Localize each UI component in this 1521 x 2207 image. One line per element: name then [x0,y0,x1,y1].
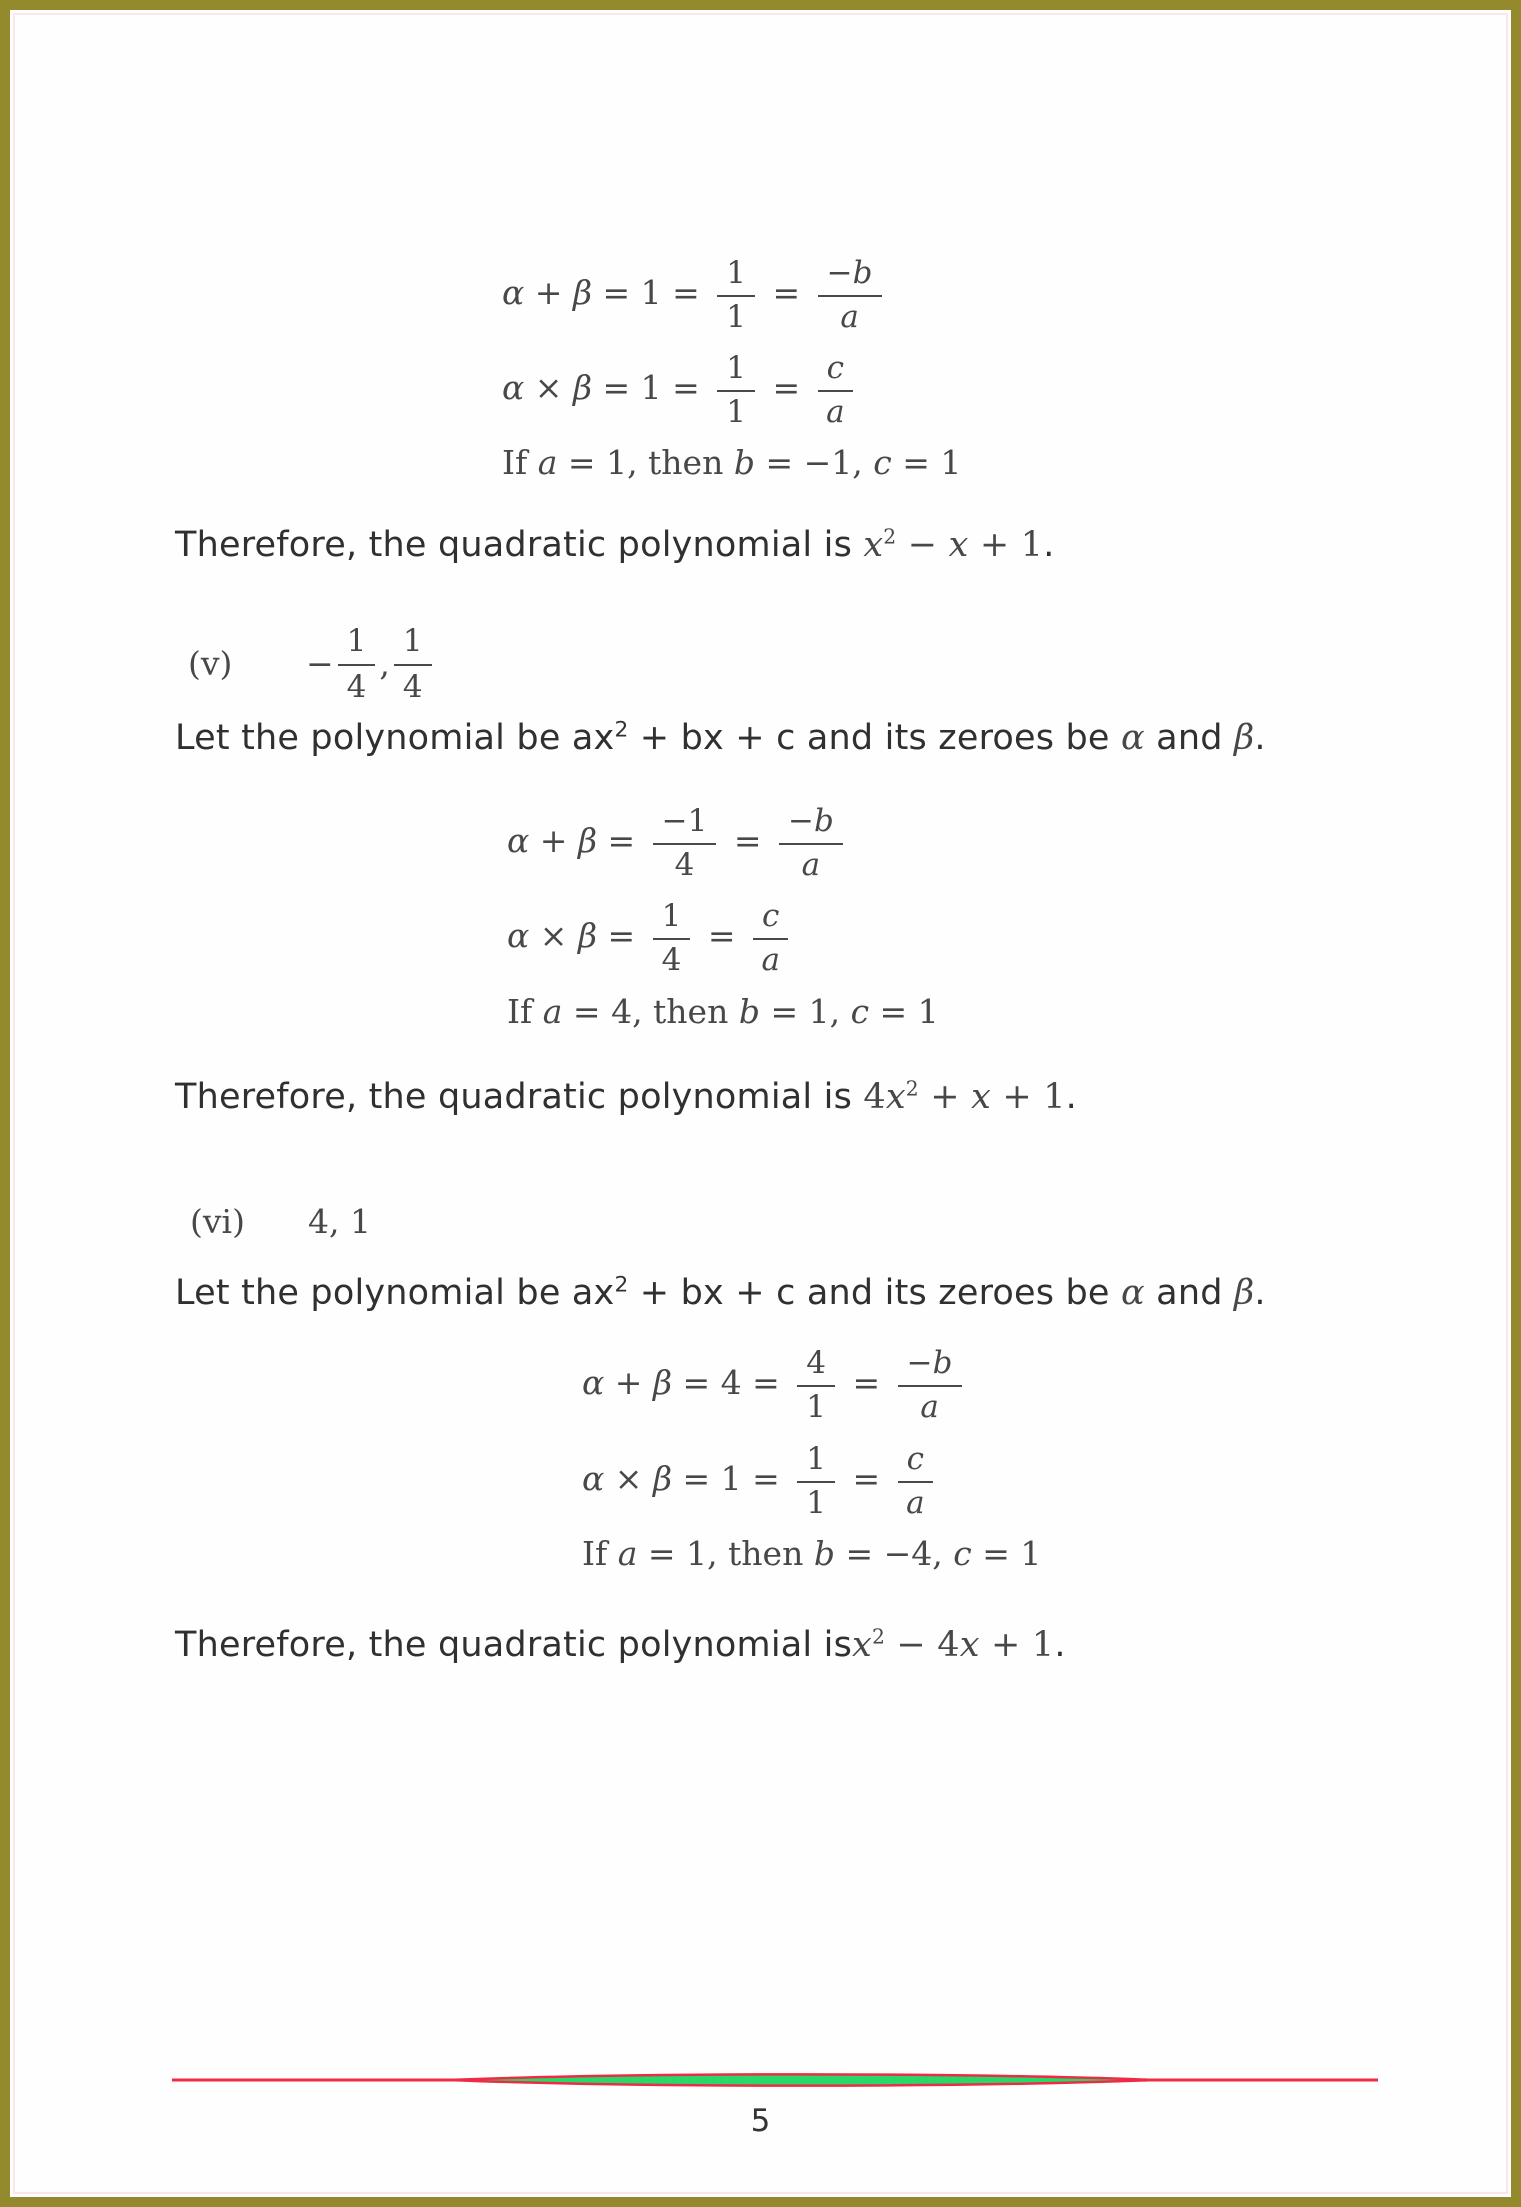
text-run: 2 [614,717,629,743]
text-run: = [762,368,811,408]
page-number: 5 [750,2103,771,2139]
text-run: If [507,991,543,1031]
fraction-numerator [797,1345,835,1387]
text-run: − [306,644,334,684]
fraction-denominator [818,392,853,429]
fraction [797,1441,835,1520]
fraction [653,803,717,882]
page-content [10,255,1511,1668]
text-run: = 1 = [672,1458,791,1498]
text-run: = 1, then [557,443,734,483]
fraction [338,622,376,705]
text-run: b [852,255,873,291]
text-run: 1 [726,350,747,387]
text-run: b [738,991,760,1031]
text-run: x [863,524,884,565]
divider-lens [448,2074,1155,2085]
fraction [818,350,853,429]
equation-line [582,1533,1511,1573]
text-run: 1 [726,394,747,431]
text-run: β [577,916,598,956]
text-run: = 1, then [637,1533,814,1573]
text-run: × [524,368,573,408]
text-run: = [762,273,811,313]
fraction-denominator [653,940,691,977]
fraction [818,255,882,334]
decorative-divider [170,2071,1380,2089]
text-run: 1 [806,1484,827,1521]
text-run: = [842,1363,891,1403]
therefore-2 [175,1076,1511,1120]
text-run: = [597,916,646,956]
text-run: + 1 [991,1076,1066,1117]
text-run: β [652,1458,673,1498]
text-run: = −4, [834,1533,954,1573]
fraction-numerator [898,1345,962,1387]
text-run: α [582,1363,605,1403]
fraction [898,1345,962,1424]
text-run: 1 [661,898,682,935]
text-run: c [762,898,780,935]
text-run: Therefore, the quadratic polynomial is [175,524,864,565]
text-run: a [801,847,821,884]
fraction-denominator [717,297,755,334]
fraction-denominator [717,392,755,429]
fraction-numerator [898,1441,933,1483]
fraction-denominator [338,666,376,705]
equation-line [507,803,1511,882]
text-run: + [529,821,578,861]
text-run: a [617,1533,638,1573]
let-vi [175,1272,1511,1316]
text-run: 2 [614,1271,629,1297]
text-run: If [582,1533,618,1573]
text-run: 4 [661,942,682,979]
text-run: 1 [726,299,747,336]
equation-line [502,445,1511,481]
text-run: = 1 [869,991,939,1031]
equation-line [582,1345,1511,1424]
text-run: 4 [674,847,695,884]
text-run: Therefore, the quadratic polynomial is [175,1076,864,1117]
text-run: = 1 [971,1533,1042,1573]
text-run: + bx + c and its zeroes be [628,1272,1121,1313]
text-run: Let the polynomial be ax [175,718,615,759]
text-run: + bx + c and its zeroes be [628,718,1121,759]
text-run: α [507,821,530,861]
text-run: α [507,916,530,956]
text-run: a [542,991,563,1031]
text-run: c [850,991,870,1031]
text-run: and [1144,718,1234,759]
text-run: and [1144,1272,1234,1313]
text-run: 4 [346,669,367,706]
equation-line [502,255,1511,334]
fraction [717,350,755,429]
fraction-denominator [779,845,843,882]
text-run: a [920,1389,939,1426]
text-run: = −1, [754,443,874,483]
text-run: x [852,1625,872,1666]
eq-block-3 [582,1345,1511,1572]
text-run: β [1233,718,1255,759]
item-label: (v) [188,644,233,684]
text-run: . [1043,524,1055,565]
text-run: α [502,368,525,408]
item-v [188,622,1511,705]
text-run: Therefore, the quadratic polynomial is [175,1625,853,1666]
fraction-numerator [717,255,755,297]
text-run: c [906,1440,925,1477]
text-run: = [842,1458,891,1498]
fraction-numerator [653,803,717,845]
item-value [308,1202,371,1241]
text-run: b [733,443,755,483]
text-run: Let the polynomial be ax [175,1272,615,1313]
text-run: 2 [883,524,897,549]
text-run: α [502,273,525,313]
fraction [653,898,691,977]
text-run: , [379,644,390,684]
text-run: b [813,803,834,840]
text-run: = 4 = [672,1363,791,1403]
fraction-denominator [797,1387,835,1424]
fraction-numerator [338,622,376,666]
fraction-numerator [394,622,432,666]
eq-block-2 [507,803,1511,1030]
fraction-numerator [797,1441,835,1483]
fraction-denominator [753,940,788,977]
text-run: 4 [806,1345,827,1382]
fraction [394,622,432,705]
text-run: + [918,1076,972,1117]
text-run: 2 [905,1076,919,1101]
text-run: + 1 [968,524,1044,565]
text-run: 2 [871,1624,886,1649]
fraction-numerator [653,898,691,940]
text-run: c [873,443,892,483]
equation-line [507,991,1511,1031]
text-run: 4, 1 [308,1202,371,1242]
equation-line [502,350,1511,429]
equation-line [582,1441,1511,1520]
text-run: × [529,916,578,956]
text-run: − [788,803,814,840]
text-run: x [948,524,969,565]
fraction [898,1441,933,1520]
text-run: x [885,1076,906,1117]
text-run: + 1 [979,1625,1055,1666]
therefore-3 [175,1624,1511,1668]
text-run: = 1, [759,991,851,1031]
fraction-denominator [898,1387,962,1424]
fraction-numerator [753,898,788,940]
text-run: a [826,394,845,431]
text-run: β [572,368,593,408]
text-run: β [577,821,598,861]
text-run: a [761,942,780,979]
text-run: a [537,443,558,483]
text-run: . [1065,1076,1077,1117]
text-run: c [953,1533,972,1573]
text-run: − 4 [885,1625,960,1666]
fraction [717,255,755,334]
text-run: 1 [402,623,423,660]
fraction-numerator [818,350,853,392]
item-vi [190,1192,1511,1252]
text-run: . [1254,1272,1266,1313]
fraction-numerator [779,803,843,845]
text-run: α [1121,718,1145,759]
fraction [753,898,788,977]
text-run: β [1233,1272,1255,1313]
fraction-numerator [818,255,882,297]
eq-block-1 [502,255,1511,482]
text-run: + [604,1363,653,1403]
text-run: 4 [863,1076,886,1117]
text-run: 4 [402,669,423,706]
text-run: 1 [806,1440,827,1477]
text-run: 1 [806,1389,827,1426]
text-run: a [840,299,859,336]
fraction-denominator [653,845,717,882]
text-run: − [906,1345,933,1382]
text-run: = 1 = [592,273,711,313]
item-value [306,622,436,705]
fraction-denominator [394,666,432,705]
let-v [175,717,1511,761]
fraction [797,1345,835,1424]
text-run: α [1121,1272,1145,1313]
text-run: −1 [661,803,708,840]
text-run: × [604,1458,653,1498]
text-run: = [697,916,747,956]
text-run: . [1254,718,1266,759]
text-run: 1 [726,255,747,291]
text-run: β [572,273,593,313]
text-run: + [524,273,573,313]
item-label: (vi) [190,1202,245,1242]
text-run: . [1054,1625,1066,1666]
text-run: = 1 [891,443,962,483]
text-run: c [826,350,845,387]
text-run: = 4, then [562,991,739,1031]
text-run: If [502,443,538,483]
text-run: a [906,1484,925,1521]
text-run: β [652,1363,673,1403]
text-run: = [723,821,772,861]
text-run: = [597,821,646,861]
text-run: − [826,255,853,291]
page-footer [10,2071,1511,2139]
text-run: 1 [346,623,367,660]
text-run: x [959,1625,980,1666]
therefore-1 [175,524,1511,568]
text-run: b [813,1533,835,1573]
fraction-denominator [818,297,882,334]
equation-line [507,898,1511,977]
fraction-numerator [717,350,755,392]
text-run: α [582,1458,605,1498]
text-run: x [971,1076,992,1117]
text-run: − [896,524,949,565]
text-run: b [932,1345,953,1382]
text-run: = 1 = [592,368,711,408]
fraction-denominator [797,1483,835,1520]
fraction [779,803,843,882]
fraction-denominator [898,1483,933,1520]
